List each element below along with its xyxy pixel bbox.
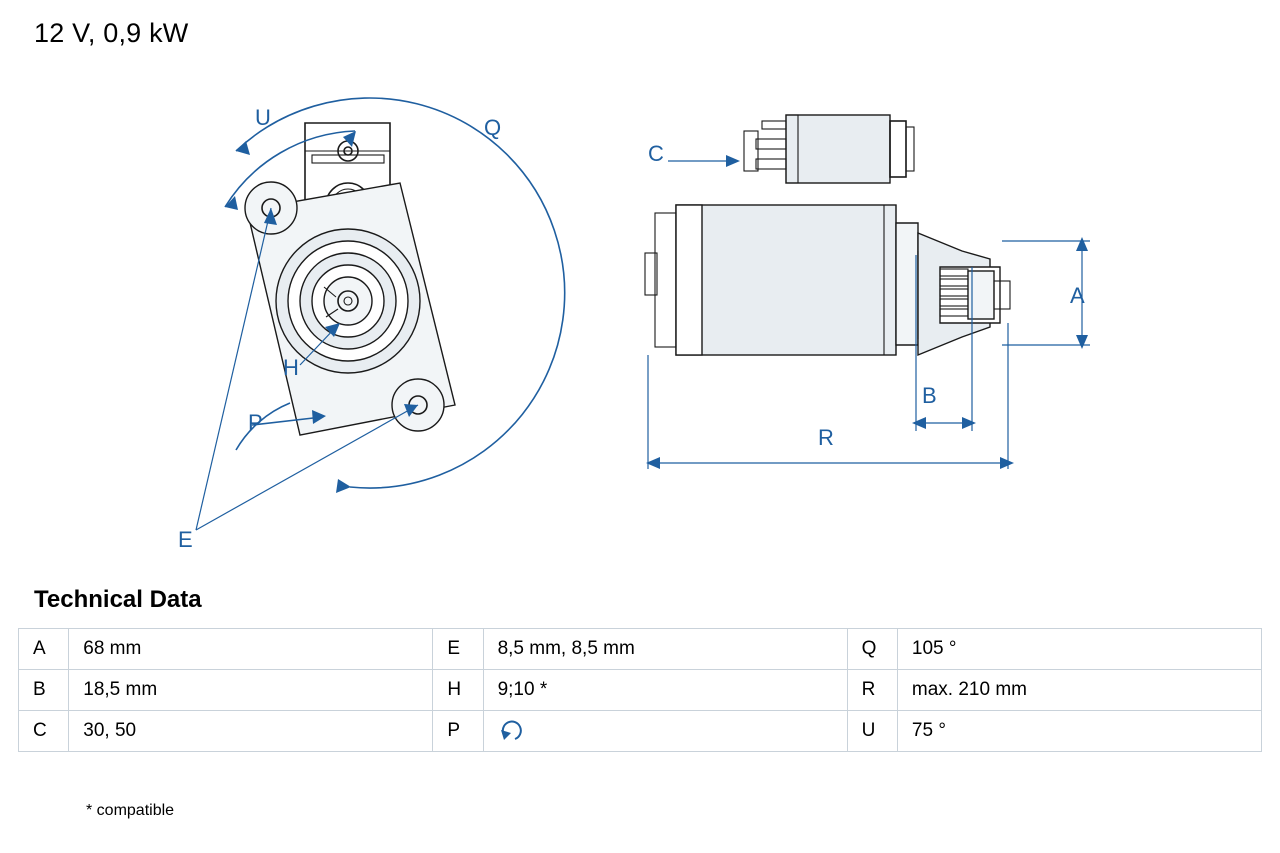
starter-motor-drawing xyxy=(0,55,1280,575)
table-footnote: * compatible xyxy=(86,802,175,819)
label-B: B xyxy=(922,383,937,408)
cell-key-c: C xyxy=(19,711,69,752)
cell-key-b: B xyxy=(19,670,69,711)
side-view-group xyxy=(645,115,1090,469)
technical-data-table xyxy=(18,628,1262,752)
label-Q: Q xyxy=(484,115,502,140)
table-row xyxy=(19,711,1262,752)
cell-key-q: Q xyxy=(847,629,897,670)
label-R: R xyxy=(818,425,834,450)
cell-value-h: 9;10 * xyxy=(483,670,847,711)
cell-value-q: 105 ° xyxy=(897,629,1261,670)
label-U: U xyxy=(255,105,271,130)
cell-value-b: 18,5 mm xyxy=(69,670,433,711)
label-P: P xyxy=(248,410,263,435)
cell-key-u: U xyxy=(847,711,897,752)
label-E: E xyxy=(178,527,193,552)
cell-value-p xyxy=(483,711,847,752)
label-A: A xyxy=(1070,283,1085,308)
label-C: C xyxy=(648,141,664,166)
cell-key-h: H xyxy=(433,670,483,711)
front-view-group xyxy=(178,98,565,552)
technical-data-heading: Technical Data xyxy=(34,586,202,613)
table-row xyxy=(19,629,1262,670)
cell-key-p: P xyxy=(433,711,483,752)
rotation-direction-icon xyxy=(498,718,847,744)
cell-key-r: R xyxy=(847,670,897,711)
label-H: H xyxy=(283,355,299,380)
cell-value-c: 30, 50 xyxy=(69,711,433,752)
cell-key-e: E xyxy=(433,629,483,670)
cell-value-e: 8,5 mm, 8,5 mm xyxy=(483,629,847,670)
cell-value-r: max. 210 mm xyxy=(897,670,1261,711)
cell-key-a: A xyxy=(19,629,69,670)
cell-value-a: 68 mm xyxy=(69,629,433,670)
table-row xyxy=(19,670,1262,711)
cell-value-u: 75 ° xyxy=(897,711,1261,752)
page-title: 12 V, 0,9 kW xyxy=(34,18,189,48)
